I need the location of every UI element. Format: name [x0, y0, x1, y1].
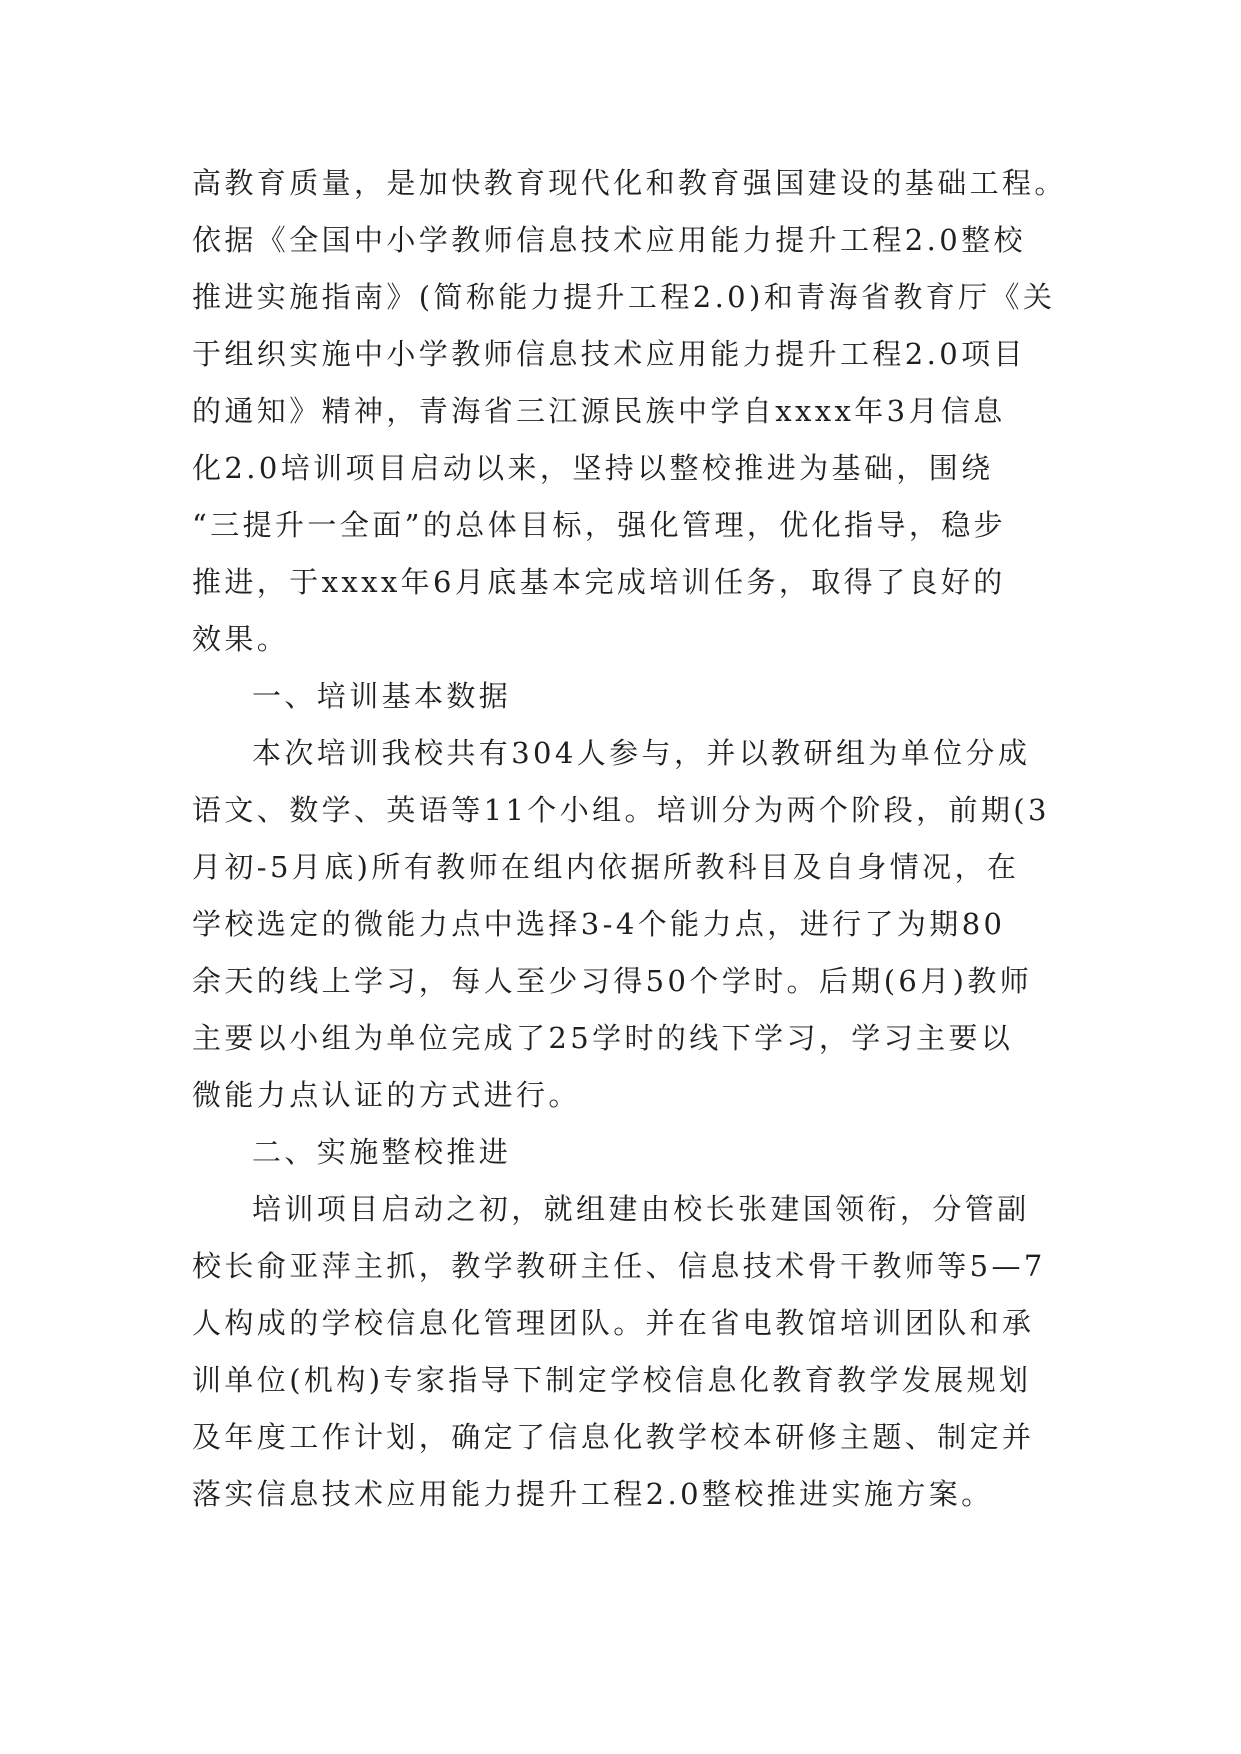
- paragraph-line: 依据《全国中小学教师信息技术应用能力提升工程2.0整校: [192, 223, 1026, 257]
- paragraph-line: 余天的线上学习，每人至少习得50个学时。后期(6月)教师: [192, 964, 1033, 998]
- paragraph-line: 校长俞亚萍主抓，教学教研主任、信息技术骨干教师等5—7: [192, 1249, 1046, 1283]
- paragraph-line: “三提升一全面”的总体目标，强化管理，优化指导，稳步: [192, 508, 1007, 542]
- paragraph-line: 及年度工作计划，确定了信息化教学校本研修主题、制定并: [192, 1420, 1035, 1454]
- paragraph-line: 于组织实施中小学教师信息技术应用能力提升工程2.0项目: [192, 337, 1026, 371]
- paragraph-line: 效果。: [192, 622, 290, 656]
- paragraph-line: 高教育质量，是加快教育现代化和教育强国建设的基础工程。: [192, 166, 1067, 200]
- paragraph-line: 微能力点认证的方式进行。: [192, 1078, 581, 1112]
- paragraph-line: 培训项目启动之初，就组建由校长张建国领衔，分管副: [252, 1192, 1030, 1226]
- section-heading-training-data: 一、培训基本数据: [252, 679, 512, 713]
- paragraph-line: 月初-5月底)所有教师在组内依据所教科目及自身情况，在: [192, 850, 1020, 884]
- paragraph-line: 语文、数学、英语等11个小组。培训分为两个阶段，前期(3: [192, 793, 1050, 827]
- paragraph-line: 学校选定的微能力点中选择3-4个能力点，进行了为期80: [192, 907, 1006, 941]
- paragraph-line: 推进，于xxxx年6月底基本完成培训任务，取得了良好的: [192, 565, 1006, 599]
- paragraph-line: 推进实施指南》(简称能力提升工程2.0)和青海省教育厅《关: [192, 280, 1056, 314]
- paragraph-line: 训单位(机构)专家指导下制定学校信息化教育教学发展规划: [192, 1363, 1032, 1397]
- section-heading-whole-school: 二、实施整校推进: [252, 1135, 512, 1169]
- paragraph-line: 化2.0培训项目启动以来，坚持以整校推进为基础，围绕: [192, 451, 994, 485]
- paragraph-line: 本次培训我校共有304人参与，并以教研组为单位分成: [252, 736, 1031, 770]
- paragraph-line: 的通知》精神，青海省三江源民族中学自xxxx年3月信息: [192, 394, 1006, 428]
- paragraph-line: 人构成的学校信息化管理团队。并在省电教馆培训团队和承: [192, 1306, 1035, 1340]
- document-body: [192, 155, 1067, 1523]
- paragraph-line: 主要以小组为单位完成了25学时的线下学习，学习主要以: [192, 1021, 1014, 1055]
- paragraph-line: 落实信息技术应用能力提升工程2.0整校推进实施方案。: [192, 1477, 994, 1511]
